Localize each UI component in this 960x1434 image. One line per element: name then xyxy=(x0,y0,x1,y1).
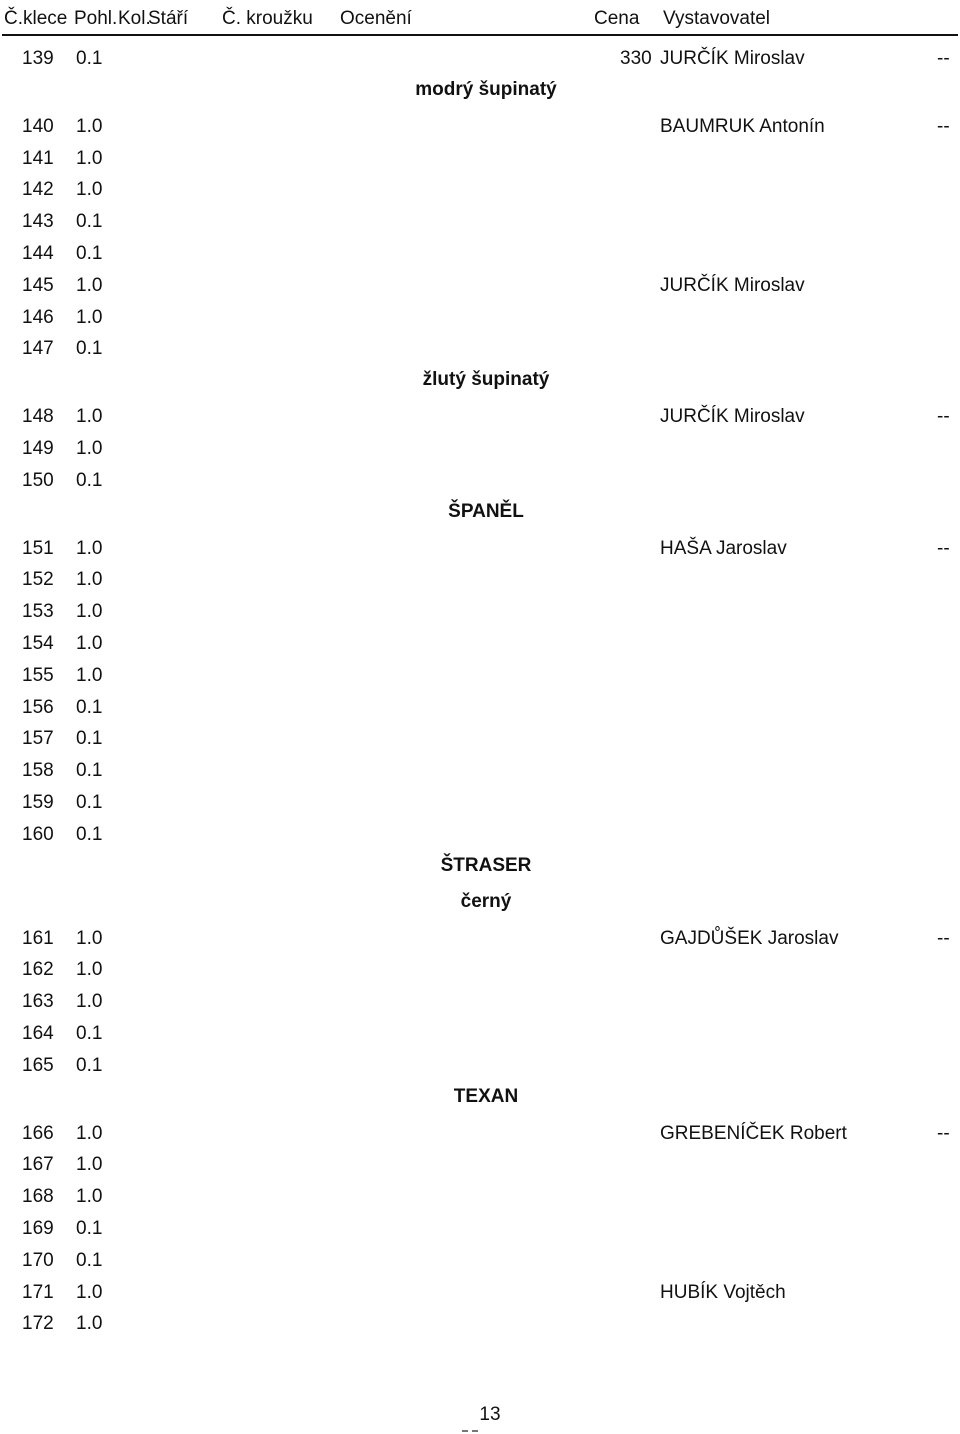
cage-number: 158 xyxy=(22,760,54,782)
cage-number: 170 xyxy=(22,1249,54,1271)
sex-code: 1.0 xyxy=(76,306,103,328)
exhibitor-name: GAJDŮŠEK Jaroslav xyxy=(660,927,839,949)
catalog-row xyxy=(0,466,960,496)
dash-mark: -- xyxy=(937,927,950,949)
sex-code: 1.0 xyxy=(76,664,103,686)
cage-number: 147 xyxy=(22,338,54,360)
catalog-row xyxy=(0,1309,960,1339)
sex-code: 1.0 xyxy=(76,633,103,654)
catalog-row xyxy=(0,144,960,174)
catalog-row xyxy=(0,207,960,237)
sex-code: 1.0 xyxy=(76,406,103,428)
header-divider xyxy=(2,34,958,36)
exhibitor-name: JURČÍK Miroslav xyxy=(660,48,805,69)
sex-code: 1.0 xyxy=(76,438,103,459)
cage-number: 141 xyxy=(22,147,54,169)
catalog-row xyxy=(0,629,960,659)
catalog-row xyxy=(0,1051,960,1081)
cage-number: 161 xyxy=(22,927,54,949)
catalog-row xyxy=(0,597,960,627)
breed-section-heading: TEXAN xyxy=(453,1085,519,1107)
cage-number: 148 xyxy=(22,406,54,428)
header-cena: Cena xyxy=(594,8,640,29)
footer-divider xyxy=(462,1430,478,1432)
catalog-row xyxy=(0,112,960,142)
breed-section-heading: žlutý šupinatý xyxy=(422,369,550,391)
sex-code: 0.1 xyxy=(76,1054,103,1076)
exhibitor-name: HAŠA Jaroslav xyxy=(660,537,787,559)
catalog-row xyxy=(0,534,960,564)
cage-number: 172 xyxy=(22,1313,54,1335)
cage-number: 149 xyxy=(22,438,54,459)
breed-section-heading: ŠTRASER xyxy=(440,854,532,876)
catalog-row xyxy=(0,820,960,850)
cage-number: 162 xyxy=(22,959,54,981)
catalog-row xyxy=(0,44,960,74)
cage-number: 140 xyxy=(22,115,54,137)
cage-number: 151 xyxy=(22,537,54,559)
cage-number: 169 xyxy=(22,1218,54,1239)
cage-number: 155 xyxy=(22,664,54,686)
exhibitor-name: HUBÍK Vojtěch xyxy=(660,1281,786,1303)
catalog-row xyxy=(0,402,960,432)
sex-code: 1.0 xyxy=(76,601,103,623)
catalog-row xyxy=(0,1246,960,1276)
header-vystavovatel: Vystavovatel xyxy=(663,8,771,29)
catalog-row xyxy=(0,1182,960,1212)
cage-number: 171 xyxy=(22,1281,54,1303)
header-krouzku: Č. kroužku xyxy=(222,8,313,29)
catalog-row xyxy=(0,1119,960,1149)
catalog-row xyxy=(0,788,960,818)
sex-code: 1.0 xyxy=(76,274,103,296)
cage-number: 165 xyxy=(22,1054,54,1076)
sex-code: 0.1 xyxy=(76,1023,103,1044)
catalog-row xyxy=(0,1150,960,1180)
sex-code: 0.1 xyxy=(76,469,103,491)
dash-mark: -- xyxy=(937,406,950,428)
table-header xyxy=(0,0,960,36)
cage-number: 142 xyxy=(22,179,54,201)
header-oceneni: Ocenění xyxy=(340,8,412,29)
sex-code: 0.1 xyxy=(76,792,103,813)
sex-code: 0.1 xyxy=(76,728,103,750)
sex-code: 0.1 xyxy=(76,338,103,360)
sex-code: 1.0 xyxy=(76,991,103,1013)
dash-mark: -- xyxy=(937,537,950,559)
header-pohl: Pohl. xyxy=(74,8,118,29)
catalog-row xyxy=(0,724,960,754)
breed-section-heading: ŠPANĚL xyxy=(448,500,524,522)
sex-code: 1.0 xyxy=(76,147,103,169)
price: 330 xyxy=(620,48,652,69)
catalog-row xyxy=(0,693,960,723)
cage-number: 166 xyxy=(22,1122,54,1144)
cage-number: 168 xyxy=(22,1186,54,1208)
catalog-row xyxy=(0,1019,960,1049)
breed-section-heading: modrý šupinatý xyxy=(415,78,557,100)
catalog-row xyxy=(0,955,960,985)
catalog-row xyxy=(0,661,960,691)
breed-section-heading: černý xyxy=(460,890,512,912)
cage-number: 144 xyxy=(22,243,54,264)
cage-number: 156 xyxy=(22,696,54,718)
sex-code: 0.1 xyxy=(76,760,103,782)
cage-number: 143 xyxy=(22,211,54,233)
sex-code: 1.0 xyxy=(76,1154,103,1176)
exhibitor-name: GREBENÍČEK Robert xyxy=(660,1122,847,1144)
sex-code: 1.0 xyxy=(76,1122,103,1144)
cage-number: 160 xyxy=(22,823,54,845)
cage-number: 159 xyxy=(22,792,54,813)
cage-number: 167 xyxy=(22,1154,54,1176)
sex-code: 0.1 xyxy=(76,1249,103,1271)
catalog-row xyxy=(0,987,960,1017)
cage-number: 139 xyxy=(22,48,54,69)
exhibitor-name: BAUMRUK Antonín xyxy=(660,115,825,137)
sex-code: 0.1 xyxy=(76,823,103,845)
catalog-row xyxy=(0,303,960,333)
header-stari: Stáří xyxy=(148,8,189,29)
dash-mark: -- xyxy=(937,48,950,69)
sex-code: 0.1 xyxy=(76,696,103,718)
sex-code: 1.0 xyxy=(76,1186,103,1208)
cage-number: 146 xyxy=(22,306,54,328)
catalog-row xyxy=(0,271,960,301)
catalog-row xyxy=(0,565,960,595)
sex-code: 0.1 xyxy=(76,211,103,233)
catalog-row xyxy=(0,434,960,464)
sex-code: 1.0 xyxy=(76,927,103,949)
cage-number: 153 xyxy=(22,601,54,623)
cage-number: 152 xyxy=(22,569,54,591)
cage-number: 154 xyxy=(22,633,54,654)
dash-mark: -- xyxy=(937,1122,950,1144)
cage-number: 150 xyxy=(22,469,54,491)
cage-number: 157 xyxy=(22,728,54,750)
dash-mark: -- xyxy=(937,115,950,137)
exhibitor-name: JURČÍK Miroslav xyxy=(660,274,805,296)
catalog-row xyxy=(0,756,960,786)
sex-code: 1.0 xyxy=(76,179,103,201)
sex-code: 1.0 xyxy=(76,115,103,137)
catalog-row xyxy=(0,924,960,954)
cage-number: 164 xyxy=(22,1023,54,1044)
sex-code: 1.0 xyxy=(76,569,103,591)
sex-code: 1.0 xyxy=(76,959,103,981)
catalog-row xyxy=(0,239,960,269)
catalog-row xyxy=(0,1278,960,1308)
cage-number: 145 xyxy=(22,274,54,296)
page-number: 13 xyxy=(479,1404,501,1425)
header-kol: Kol. xyxy=(118,8,151,29)
sex-code: 1.0 xyxy=(76,537,103,559)
cage-number: 163 xyxy=(22,991,54,1013)
catalog-row xyxy=(0,1214,960,1244)
sex-code: 0.1 xyxy=(76,243,103,264)
exhibitor-name: JURČÍK Miroslav xyxy=(660,406,805,428)
sex-code: 0.1 xyxy=(76,48,103,69)
sex-code: 1.0 xyxy=(76,1281,103,1303)
sex-code: 0.1 xyxy=(76,1218,103,1239)
sex-code: 1.0 xyxy=(76,1313,103,1335)
catalog-row xyxy=(0,175,960,205)
header-klece: Č.klece xyxy=(4,8,68,29)
catalog-row xyxy=(0,334,960,364)
